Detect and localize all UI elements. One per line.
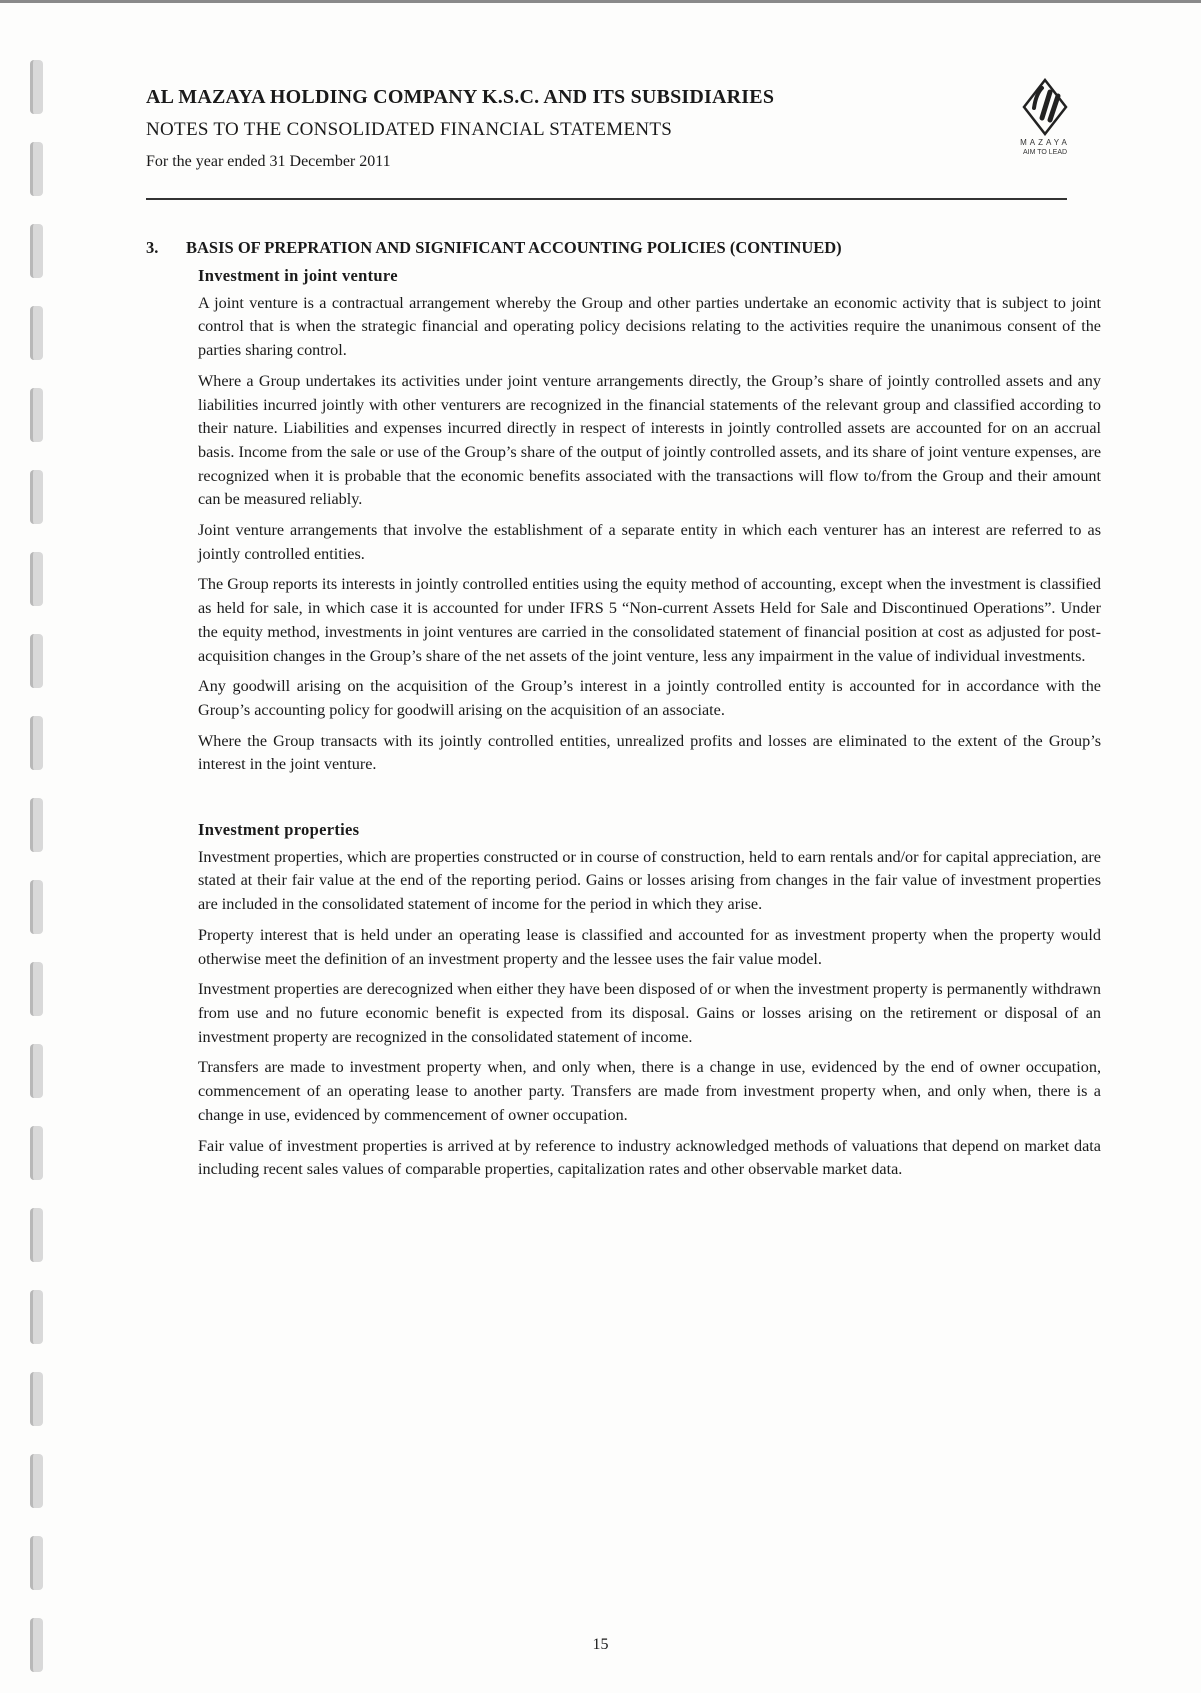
paragraph: Any goodwill arising on the acquisition of the Group’s interest in a jointly controlled entity is accounted for in accordance with the Group’s accounting policy for goodwill arising on the acquisition of an associate. bbox=[198, 677, 1101, 719]
logo-tagline: AIM TO LEAD bbox=[1022, 149, 1068, 156]
section-number: 3. bbox=[146, 238, 159, 257]
page-number: 15 bbox=[592, 1636, 609, 1653]
page-top-edge bbox=[0, 0, 1201, 3]
paragraph: Fair value of investment properties is arrived at by reference to industry acknowledged methods of valuations that depend on market data including recent sales values of comparable properties, capitalization rates and other observable market data. bbox=[198, 1136, 1101, 1179]
binding-hole bbox=[30, 1372, 43, 1426]
binding-hole bbox=[30, 1208, 43, 1262]
binding-hole bbox=[30, 1454, 43, 1508]
binding-hole bbox=[30, 962, 43, 1016]
mazaya-logo bbox=[1010, 78, 1080, 156]
paragraph: The Group reports its interests in jointly controlled entities using the equity method of accounting, except when the investment is classified as held for sale, in which case it is accounted for under IFRS 5 “Non-current Assets Held for Sale and Discontinued Operations”. Under the equity method, investments in joint ventures are carried in the consolidated statement of financial position at cost as adjusted for post-acquisition changes in the Group’s share of the net assets of the joint venture, less any impairment in the value of individual investments. bbox=[198, 575, 1101, 665]
paragraph: Where the Group transacts with its jointly controlled entities, unrealized profits and losses are eliminated to the extent of the Group’s interest in the joint venture. bbox=[198, 731, 1101, 774]
binding-hole bbox=[30, 388, 43, 442]
company-name: AL MAZAYA HOLDING COMPANY K.S.C. AND ITS SUBSIDIARIES bbox=[146, 86, 775, 108]
binding-hole bbox=[30, 224, 43, 278]
paragraph: Where a Group undertakes its activities under joint venture arrangements directly, the Group’s share of jointly controlled assets and any liabilities incurred jointly with other venturers are recognized in the financial statements of the relevant group and classified according to their nature. Liabilities and expenses incurred directly in respect of interests in jointly controlled assets are accounted for on an accrual basis. Income from the sale or use of the Group’s share of the output of jointly controlled assets, and its share of joint venture expenses, are recognized when it is probable that the economic benefits associated with the transactions will flow to/from the Group and their amount can be measured reliably. bbox=[198, 371, 1101, 509]
binding-holes bbox=[30, 0, 50, 1693]
notes-title: NOTES TO THE CONSOLIDATED FINANCIAL STATEMENTS bbox=[146, 119, 673, 140]
binding-hole bbox=[30, 552, 43, 606]
section-title: BASIS OF PREPRATION AND SIGNIFICANT ACCOUNTING POLICIES (CONTINUED) bbox=[186, 238, 842, 257]
paragraph: Investment properties, which are properties constructed or in course of construction, held to earn rentals and/or for capital appreciation, are stated at their fair value at the end of the reporting period. Gains or losses arising from changes in the fair value of investment properties are included in the consolidated statement of income for the period in which they arise. bbox=[198, 847, 1101, 914]
subheading-joint-venture: Investment in joint venture bbox=[198, 266, 398, 285]
paragraph: A joint venture is a contractual arrangement whereby the Group and other parties undertake an economic activity that is subject to joint control that is when the strategic financial and operating policy decisions relating to the activities require the unanimous consent of the parties sharing control. bbox=[198, 293, 1101, 360]
paragraph: Investment properties are derecognized when either they have been disposed of or when the investment property is permanently withdrawn from use and no future economic benefit is expected from its disposal. Gains or losses arising on the retirement or disposal of an investment property are recognized in the consolidated statement of income. bbox=[198, 980, 1101, 1046]
binding-hole bbox=[30, 716, 43, 770]
binding-hole bbox=[30, 1536, 43, 1590]
binding-hole bbox=[30, 1126, 43, 1180]
binding-hole bbox=[30, 634, 43, 688]
subheading-investment-properties: Investment properties bbox=[198, 820, 360, 840]
logo-wordmark: MAZAYA bbox=[1020, 138, 1070, 147]
binding-hole bbox=[30, 60, 43, 114]
paragraph: Transfers are made to investment property when, and only when, there is a change in use, evidenced by the end of owner occupation, commencement of an operating lease to another party. Transfers are made from investment property when, and only when, there is a change in use, evidenced by commencement of owner occupation. bbox=[198, 1058, 1101, 1124]
header-divider bbox=[146, 198, 1067, 200]
binding-hole bbox=[30, 1290, 43, 1344]
binding-hole bbox=[30, 1044, 43, 1098]
paragraph: Property interest that is held under an operating lease is classified and accounted for as investment property when the property would otherwise meet the definition of an investment property and the lessee uses the fair value model. bbox=[198, 925, 1101, 968]
binding-hole bbox=[30, 798, 43, 852]
mazaya-logo-icon bbox=[1022, 78, 1068, 136]
section-gap bbox=[198, 784, 1101, 818]
binding-hole bbox=[30, 142, 43, 196]
binding-hole bbox=[30, 470, 43, 524]
binding-hole bbox=[30, 880, 43, 934]
section-content bbox=[198, 264, 1101, 1189]
section-heading bbox=[146, 238, 1066, 258]
binding-hole bbox=[30, 306, 43, 360]
paragraph: Joint venture arrangements that involve the establishment of a separate entity in which each venturer has an interest are referred to as jointly controlled entities. bbox=[198, 521, 1101, 563]
reporting-period: For the year ended 31 December 2011 bbox=[146, 153, 391, 170]
page-header bbox=[146, 86, 1066, 171]
